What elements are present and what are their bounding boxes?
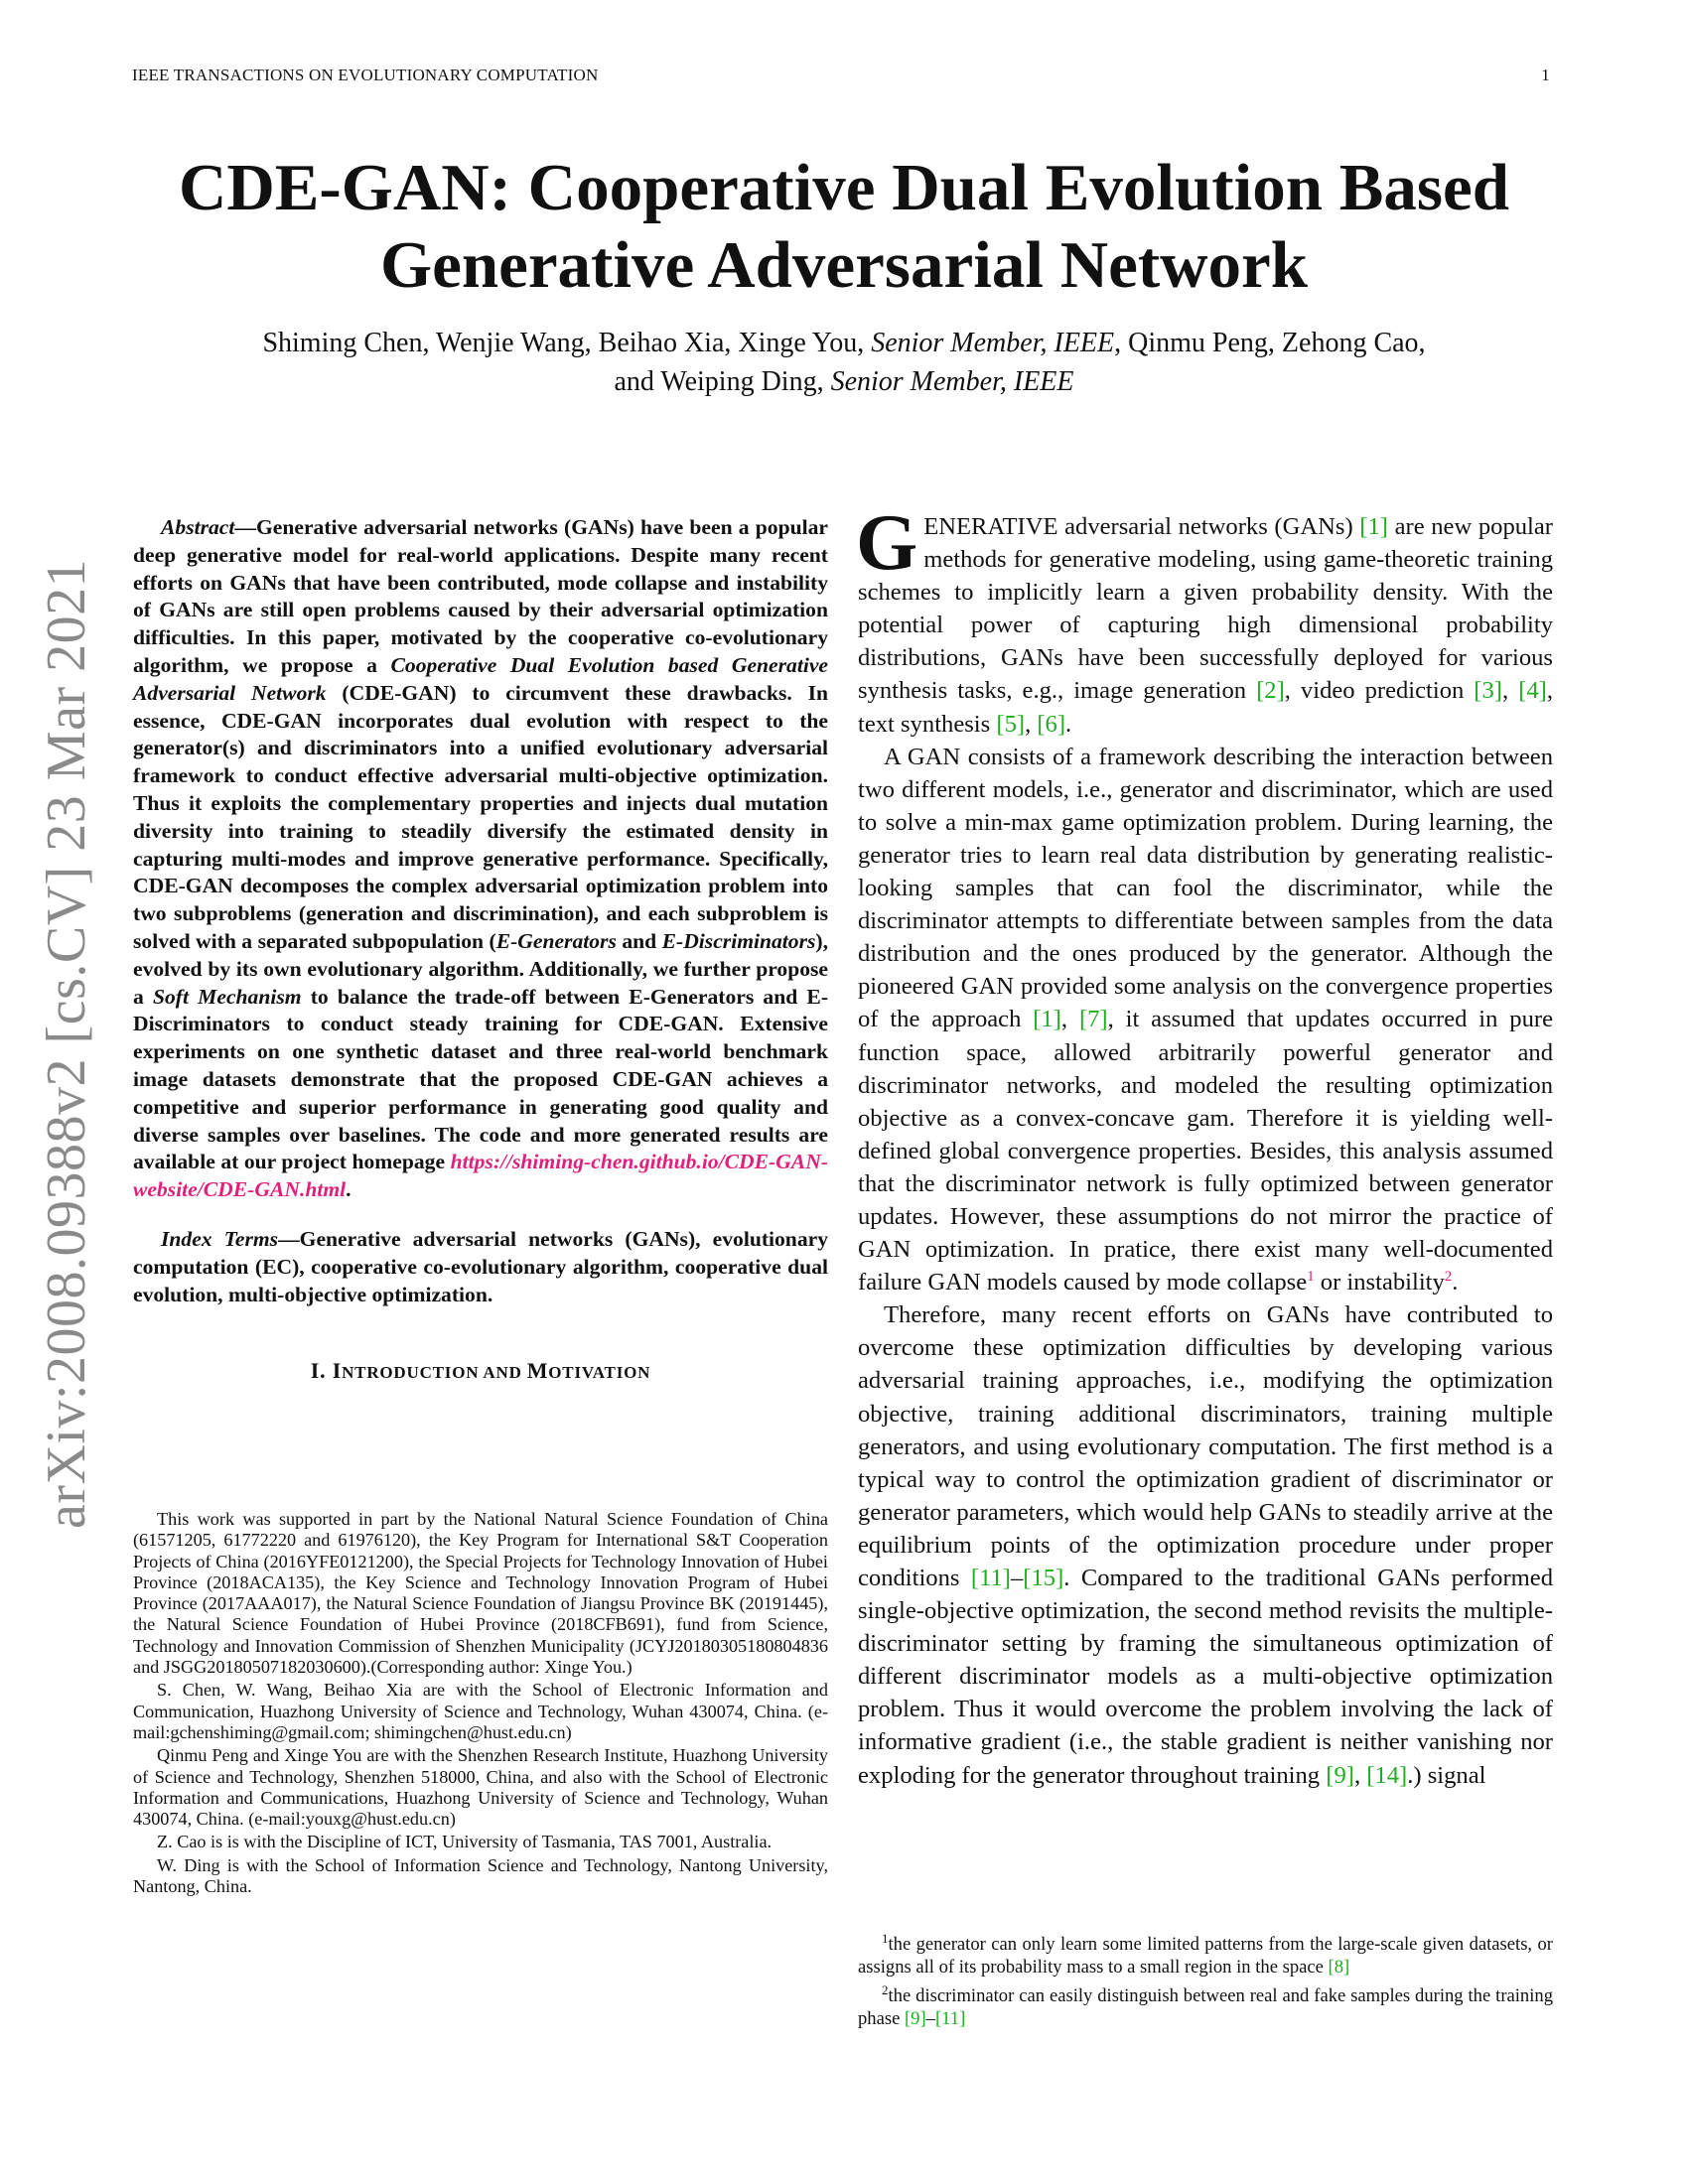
abstract-text: (CDE-GAN) to circumvent these drawbacks. In essence, CDE-GAN incorporates dual evolution with respect to the generator(s) and discriminators into a unified evolutionary adversarial framework to conduct effective adversarial multi-objective optimization. Thus it exploits the complementary properties and injects dual mutation diversity into training to steadily diversify the estimated density in capturing multi-modes and improve generative performance. Specifically, CDE-GAN decomposes the complex adversarial optimization problem into two subproblems (generation and discrimination), and each subproblem is solved with a separated subpopulation ( xyxy=(133,680,828,953)
body-text: ENERATIVE adversarial networks (GANs) xyxy=(923,513,1360,540)
affiliation-note: Qinmu Peng and Xinge You are with the Shenzhen Research Institute, Huazhong University of Science and Technology, Shenzhen 518000, China, and also with the School of Electronic Information and Communications, Huazhong University of Science and Technology, Wuhan 430074, China. (e-mail:youxg@hust.edu.cn) xyxy=(133,1745,828,1830)
citation-link[interactable]: [11] xyxy=(970,1565,1011,1591)
citation-link[interactable]: [2] xyxy=(1256,677,1285,705)
section-word-rest: OTIVATION xyxy=(548,1363,651,1383)
running-head xyxy=(132,66,1550,89)
abstract-emph: Cooperative Dual Evolution based Generative Adversarial Network xyxy=(133,652,828,705)
citation-link[interactable]: [1] xyxy=(1033,1006,1061,1033)
index-terms-label: Index Terms xyxy=(161,1226,279,1251)
abstract-emph: E-Generators xyxy=(495,928,617,953)
body-text: , it assumed that updates occurred in pure function space, allowed arbitrarily powerful generator and discriminator networks, and modeled the resulting optimization objective as a convex-concave gam. Therefore it is yielding well-defined global convergence properties. Besides, this analysis assumed that the discriminator network is fully optimized between generator updates. However, these assumptions do not mirror the practice of GAN optimization. In pratice, there exist many well-documented failure GAN models caused by mode collapse xyxy=(858,1006,1553,1297)
abstract-text: and xyxy=(616,928,662,953)
body-text: . Compared to the traditional GANs performed single-objective optimization, the second method revisits the multiple-discriminator setting by framing the simultaneous optimization of different discriminator models as a multi-objective optimization problem. Thus it would overcome the problem involving the lack of informative gradient (i.e., the stable gradient is neither vanishing nor exploding for the generator throughout training xyxy=(858,1565,1554,1789)
body-text: , xyxy=(1353,1761,1367,1789)
body-text: – xyxy=(1010,1565,1024,1591)
funding-note: This work was supported in part by the National Natural Science Foundation of China (61571205, 61772220 and 61976120), the Key Program for International S&T Cooperation Projects of China (2016YFE0121200), the Special Projects for Technology Innovation of Hubei Province (2018ACA135), the Key Science and Technology Innovation Program of Hubei Province (2017AAA017), the Natural Science Foundation of Jiangsu Province BK (20191445), the Natural Science Foundation of Hubei Province (2018CFB691), fund from Science, Technology and Innovation Commission of Shenzhen Municipality (JCYJ20180305180804836 and JSGG20180507182030600).(Corresponding author: Xinge You.) xyxy=(133,1509,828,1678)
citation-link[interactable]: [11] xyxy=(934,2007,966,2029)
footnote-text: the discriminator can easily distinguish between real and fake samples during the training phase xyxy=(858,1984,1553,2029)
section-word-rest: NTRODUCTION AND xyxy=(342,1363,527,1383)
arxiv-stamp[interactable]: arXiv:2008.09388v2 [cs.CV] 23 Mar 2021 xyxy=(36,558,97,1529)
abstract-emph: E-Discriminators xyxy=(661,928,816,953)
affiliation-note: Z. Cao is is with the Discipline of ICT, University of Tasmania, TAS 7001, Australia. xyxy=(157,1832,773,1852)
footnote-1 xyxy=(858,1928,1553,1979)
abstract-emph: Soft Mechanism xyxy=(152,984,302,1009)
footnote-number: 1 xyxy=(882,1931,889,1946)
project-homepage-link[interactable]: https://shiming-chen.github.io/CDE-GAN-website/CDE-GAN.html xyxy=(133,1150,828,1202)
abstract-text: to balance the trade-off between E-Generators and E-Discriminators to conduct steady training for CDE-GAN. Extensive experiments on one synthetic dataset and three real-world benchmark image datasets demonstrate that the proposed CDE-GAN achieves a competitive and superior performance in generating good quality and diverse samples over baselines. The code and more generated results are available at our project homepage xyxy=(133,984,829,1174)
citation-link[interactable]: [14] xyxy=(1366,1761,1408,1789)
abstract-text: ), evolved by its own evolutionary algorithm. Additionally, we further propose a xyxy=(133,928,828,1009)
footnote-text: – xyxy=(925,2007,935,2029)
intro-paragraph-3 xyxy=(858,1298,1553,1791)
citation-link[interactable]: [4] xyxy=(1518,677,1547,705)
affiliation-note: S. Chen, W. Wang, Beihao Xia are with the School of Electronic Information and Communication, Huazhong University of Science and Technology, Wuhan 430074, China. (e-mail:gchenshiming@gmail.com; shimingchen@hust.edu.cn) xyxy=(133,1680,828,1742)
footnote-marker[interactable]: 2 xyxy=(1444,1268,1453,1285)
left-column xyxy=(133,514,828,1384)
citation-link[interactable]: [7] xyxy=(1078,1006,1108,1033)
drop-cap: G xyxy=(856,499,918,587)
citation-link[interactable]: [1] xyxy=(1359,513,1388,540)
citation-link[interactable]: [9] xyxy=(1326,1761,1354,1789)
body-text: Therefore, many recent efforts on GANs have contributed to overcome these optimization difficulties by developing various adversarial training approaches, i.e., modifying the optimization objective, training additional discriminators, training multiple generators, and using evolutionary computation. The first method is a typical way to control the optimization gradient of discriminator or generator parameters, which would help GANs to steadily arrive at the equilibrium points of the optimization procedure under proper conditions xyxy=(858,1301,1553,1591)
section-word-cap: M xyxy=(526,1358,549,1384)
intro-paragraph-2 xyxy=(858,741,1553,1299)
body-text: . xyxy=(1065,710,1072,738)
abstract xyxy=(133,514,828,1204)
intro-paragraph-1 xyxy=(856,499,1553,741)
citation-link[interactable]: [9] xyxy=(904,2007,926,2029)
page-footnotes xyxy=(858,1928,1553,2031)
citation-link[interactable]: [3] xyxy=(1474,677,1502,705)
body-text: , video prediction xyxy=(1284,677,1475,705)
authors-part-3: and Weiping Ding, xyxy=(614,366,831,397)
affiliation-note: W. Ding is with the School of Information Science and Technology, Nantong University, Nantong, China. xyxy=(133,1854,828,1897)
authors-part-1: Shiming Chen, Wenjie Wang, Beihao Xia, Xinge You, xyxy=(262,328,872,358)
body-text: or instability xyxy=(1314,1269,1445,1297)
author-role-1: Senior Member, IEEE xyxy=(871,328,1115,358)
title-line-1: CDE-GAN: Cooperative Dual Evolution Based xyxy=(178,151,1510,224)
citation-link[interactable]: [5] xyxy=(996,710,1026,738)
index-terms-text: —Generative adversarial networks (GANs), evolutionary computation (EC), cooperative co-evolutionary algorithm, cooperative dual evolution, multi-objective optimization. xyxy=(133,1226,828,1306)
page-number: 1 xyxy=(1541,66,1550,84)
body-text: , text synthesis xyxy=(858,677,1553,738)
body-text: .) signal xyxy=(1407,1761,1486,1789)
body-text: , xyxy=(1060,1006,1079,1033)
abstract-label: Abstract xyxy=(161,515,235,539)
body-text: , xyxy=(1025,710,1038,738)
author-list xyxy=(99,324,1589,401)
citation-link[interactable]: [8] xyxy=(1328,1956,1350,1978)
authors-part-2: , Qinmu Peng, Zehong Cao, xyxy=(1114,328,1426,358)
citation-link[interactable]: [6] xyxy=(1037,710,1066,738)
section-number: I. xyxy=(310,1358,333,1384)
citation-link[interactable]: [15] xyxy=(1023,1565,1064,1591)
affiliation-footnotes xyxy=(133,1509,828,1899)
section-heading-introduction xyxy=(133,1358,828,1384)
author-role-2: Senior Member, IEEE xyxy=(830,366,1074,397)
abstract-text: . xyxy=(346,1177,352,1202)
right-column xyxy=(856,499,1554,1792)
footnote-marker[interactable]: 1 xyxy=(1307,1268,1315,1285)
body-text: . xyxy=(1452,1269,1459,1297)
body-text: are new popular methods for generative modeling, using game-theoretic training schemes to implicitly learn a given probability density. With the potential power of capturing high dimensional probability distributions, GANs have been successfully deployed for various synthesis tasks, e.g., image generation xyxy=(858,513,1553,705)
paper-title xyxy=(99,149,1589,304)
abstract-text: —Generative adversarial networks (GANs) have been a popular deep generative model for real-world applications. Despite many recent efforts on GANs that have been contributed, mode collapse and instability of GANs are still open problems caused by their adversarial optimization difficulties. In this paper, motivated by the cooperative co-evolutionary algorithm, we propose a xyxy=(133,515,828,677)
footnote-text: the generator can only learn some limited patterns from the large-scale given datasets, or assigns all of its probability mass to a small region in the space xyxy=(858,1934,1553,1978)
title-line-2: Generative Adversarial Network xyxy=(379,228,1309,302)
journal-name: IEEE TRANSACTIONS ON EVOLUTIONARY COMPUTATION xyxy=(132,66,599,84)
section-word-cap: I xyxy=(332,1358,343,1384)
body-text: , xyxy=(1501,677,1519,705)
footnote-2 xyxy=(858,1979,1553,2031)
body-text: A GAN consists of a framework describing the interaction between two different models, i.e., generator and discriminator, which are used to solve a min-max game optimization problem. During learning, the generator tries to learn real data distribution by generating realistic-looking samples that can fool the discriminator, while the discriminator attempts to differentiate between samples from the data distribution and the ones produced by the generator. Although the pioneered GAN provided some analysis on the convergence properties of the approach xyxy=(858,743,1553,1033)
footnote-number: 2 xyxy=(882,1981,889,1997)
index-terms xyxy=(133,1226,828,1308)
